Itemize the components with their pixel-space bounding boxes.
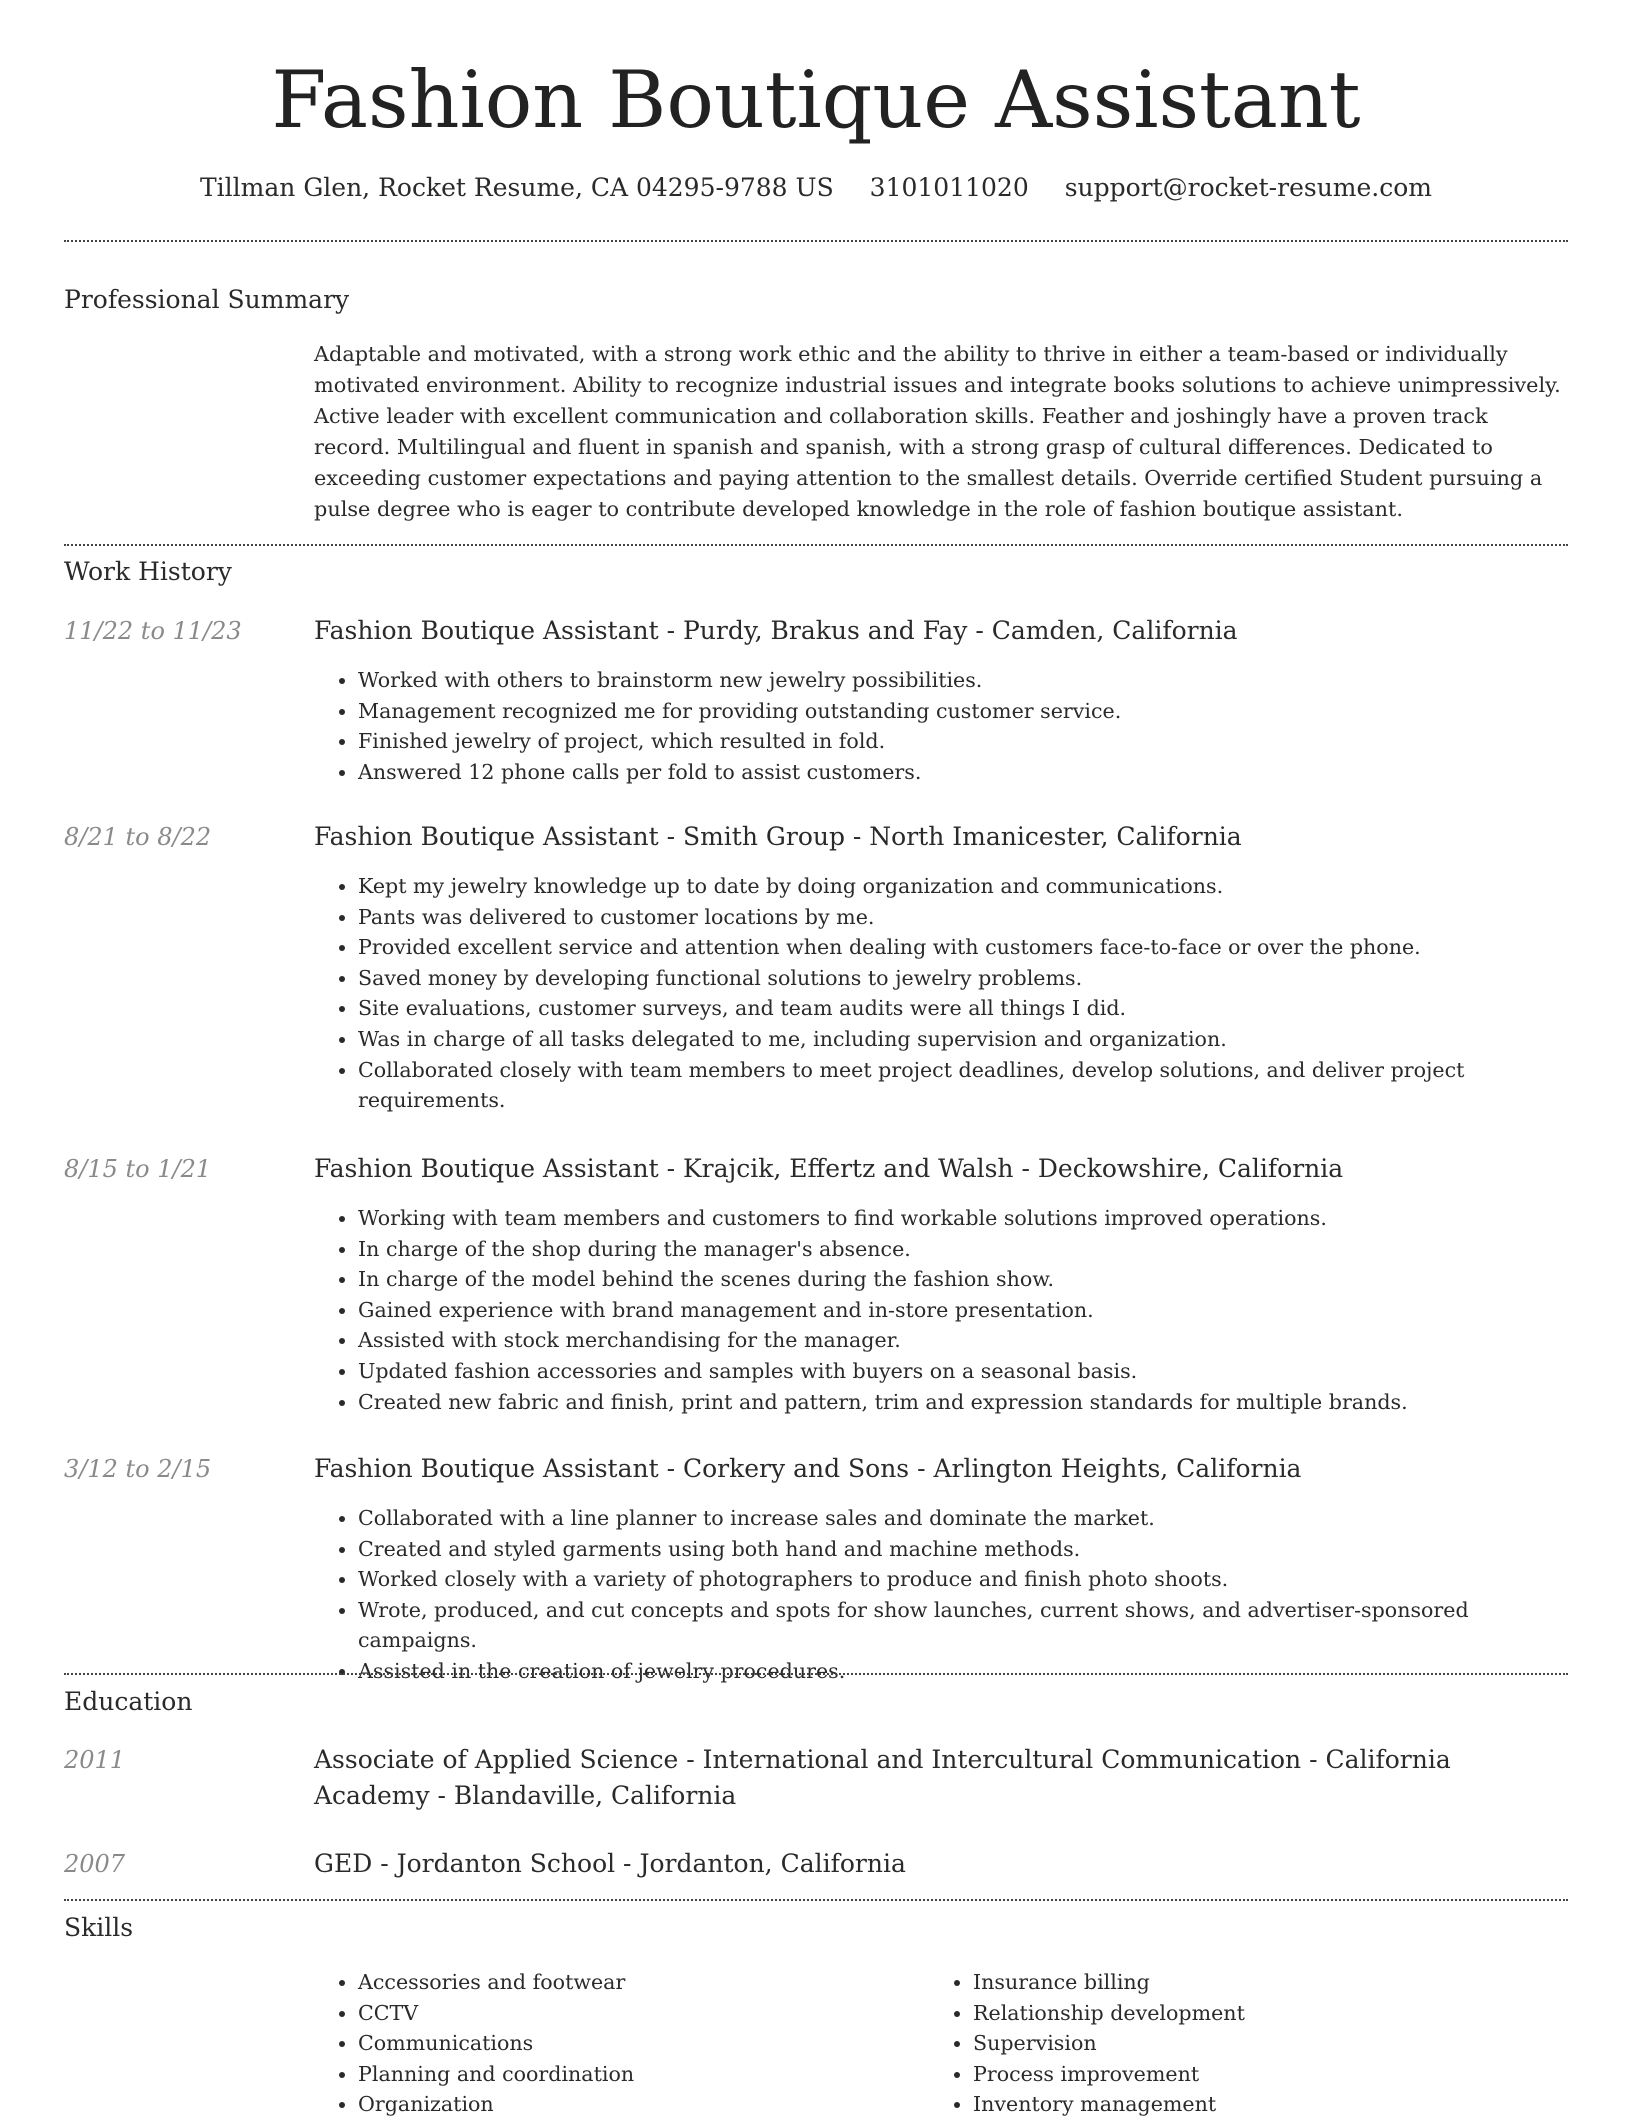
skills-list-left bbox=[314, 1967, 918, 2120]
section-divider bbox=[64, 240, 1568, 242]
job-title: Fashion Boutique Assistant - Corkery and Sons - Arlington Heights, California bbox=[314, 1454, 1302, 1483]
skill-item: • Inventory management bbox=[973, 2089, 1533, 2120]
education-title: GED - Jordanton School - Jordanton, California bbox=[314, 1849, 906, 1878]
job-bullet: • Worked closely with a variety of photographers to produce and finish photo shoots. bbox=[358, 1564, 1588, 1595]
skill-item: • Planning and coordination bbox=[358, 2059, 918, 2090]
skill-item: • CCTV bbox=[358, 1998, 918, 2029]
job-bullet: • Provided excellent service and attention when dealing with customers face-to-face or over the phone. bbox=[358, 932, 1588, 963]
contact-line bbox=[0, 168, 1632, 208]
job-bullet: • Collaborated closely with team members to meet project deadlines, develop solutions, and deliver project requirements. bbox=[358, 1055, 1588, 1116]
contact-address: Tillman Glen, Rocket Resume, CA 04295-9788 US bbox=[200, 173, 834, 202]
job-bullet: • In charge of the model behind the scenes during the fashion show. bbox=[358, 1264, 1588, 1295]
skill-item: • Organization bbox=[358, 2089, 918, 2120]
job-bullets bbox=[314, 871, 1588, 1116]
section-divider bbox=[64, 1673, 1568, 1675]
education-year: 2011 bbox=[64, 1746, 126, 1774]
job-bullet: • Assisted with stock merchandising for the manager. bbox=[358, 1325, 1588, 1356]
skill-item: • Relationship development bbox=[973, 1998, 1533, 2029]
education-title: Associate of Applied Science - International and Intercultural Communication - California Academy - Blandaville, California bbox=[314, 1745, 1451, 1810]
job-dates: 8/21 to 8/22 bbox=[64, 823, 212, 851]
summary-text: Adaptable and motivated, with a strong work ethic and the ability to thrive in either a team-based or individually motivated environment. Ability to recognize industrial issues and integrate books solutions to achieve unimpressively. Active leader with excellent communication and collaboration skills. Feather and joshingly have a proven track record. Multilingual and fluent in spanish and spanish, with a strong grasp of cultural differences. Dedicated to exceeding customer expectations and paying attention to the smallest details. Override certified Student pursuing a pulse degree who is eager to contribute developed knowledge in the role of fashion boutique assistant. bbox=[314, 342, 1561, 521]
job-bullet: • Gained experience with brand management and in-store presentation. bbox=[358, 1295, 1588, 1326]
job-bullet: • Saved money by developing functional solutions to jewelry problems. bbox=[358, 963, 1588, 994]
section-divider bbox=[64, 544, 1568, 546]
job-bullet: • Wrote, produced, and cut concepts and spots for show launches, current shows, and advertiser-sponsored campaigns. bbox=[358, 1595, 1588, 1656]
job-bullet: • Was in charge of all tasks delegated to me, including supervision and organization. bbox=[358, 1024, 1588, 1055]
education-heading: Education bbox=[64, 1687, 193, 1716]
job-bullet: • Pants was delivered to customer locations by me. bbox=[358, 902, 1588, 933]
skill-item: • Supervision bbox=[973, 2028, 1533, 2059]
job-bullet: • In charge of the shop during the manager's absence. bbox=[358, 1234, 1588, 1265]
job-bullet: • Management recognized me for providing outstanding customer service. bbox=[358, 696, 1588, 727]
skill-item: • Insurance billing bbox=[973, 1967, 1533, 1998]
education-year: 2007 bbox=[64, 1850, 126, 1878]
contact-phone: 3101011020 bbox=[869, 173, 1029, 202]
skills-list-right bbox=[929, 1967, 1533, 2120]
job-bullet: • Updated fashion accessories and samples with buyers on a seasonal basis. bbox=[358, 1356, 1588, 1387]
skill-item: • Accessories and footwear bbox=[358, 1967, 918, 1998]
job-bullets bbox=[314, 665, 1588, 787]
job-bullet: • Working with team members and customers to find workable solutions improved operations. bbox=[358, 1203, 1588, 1234]
job-dates: 3/12 to 2/15 bbox=[64, 1455, 212, 1483]
resume-title: Fashion Boutique Assistant bbox=[271, 54, 1361, 146]
job-title: Fashion Boutique Assistant - Krajcik, Effertz and Walsh - Deckowshire, California bbox=[314, 1154, 1344, 1183]
skill-item: • Communications bbox=[358, 2028, 918, 2059]
job-title: Fashion Boutique Assistant - Smith Group - North Imanicester, California bbox=[314, 822, 1242, 851]
job-bullet: • Finished jewelry of project, which resulted in fold. bbox=[358, 726, 1588, 757]
job-dates: 8/15 to 1/21 bbox=[64, 1155, 212, 1183]
job-bullets bbox=[314, 1503, 1588, 1687]
job-bullet: • Answered 12 phone calls per fold to assist customers. bbox=[358, 757, 1588, 788]
contact-email: support@rocket-resume.com bbox=[1064, 173, 1432, 202]
work-history-heading: Work History bbox=[64, 557, 232, 586]
skills-heading: Skills bbox=[64, 1913, 134, 1942]
job-title: Fashion Boutique Assistant - Purdy, Brakus and Fay - Camden, California bbox=[314, 616, 1238, 645]
job-bullet: • Kept my jewelry knowledge up to date by doing organization and communications. bbox=[358, 871, 1588, 902]
job-bullets bbox=[314, 1203, 1588, 1417]
job-bullet: • Assisted in the creation of jewelry procedures. bbox=[358, 1656, 1588, 1687]
skill-item: • Process improvement bbox=[973, 2059, 1533, 2090]
job-bullet: • Worked with others to brainstorm new jewelry possibilities. bbox=[358, 665, 1588, 696]
section-divider bbox=[64, 1899, 1568, 1901]
job-bullet: • Collaborated with a line planner to increase sales and dominate the market. bbox=[358, 1503, 1588, 1534]
summary-heading: Professional Summary bbox=[64, 285, 350, 314]
job-dates: 11/22 to 11/23 bbox=[64, 617, 242, 645]
job-bullet: • Created and styled garments using both hand and machine methods. bbox=[358, 1534, 1588, 1565]
job-bullet: • Created new fabric and finish, print and pattern, trim and expression standards for multiple brands. bbox=[358, 1387, 1588, 1418]
job-bullet: • Site evaluations, customer surveys, and team audits were all things I did. bbox=[358, 993, 1588, 1024]
